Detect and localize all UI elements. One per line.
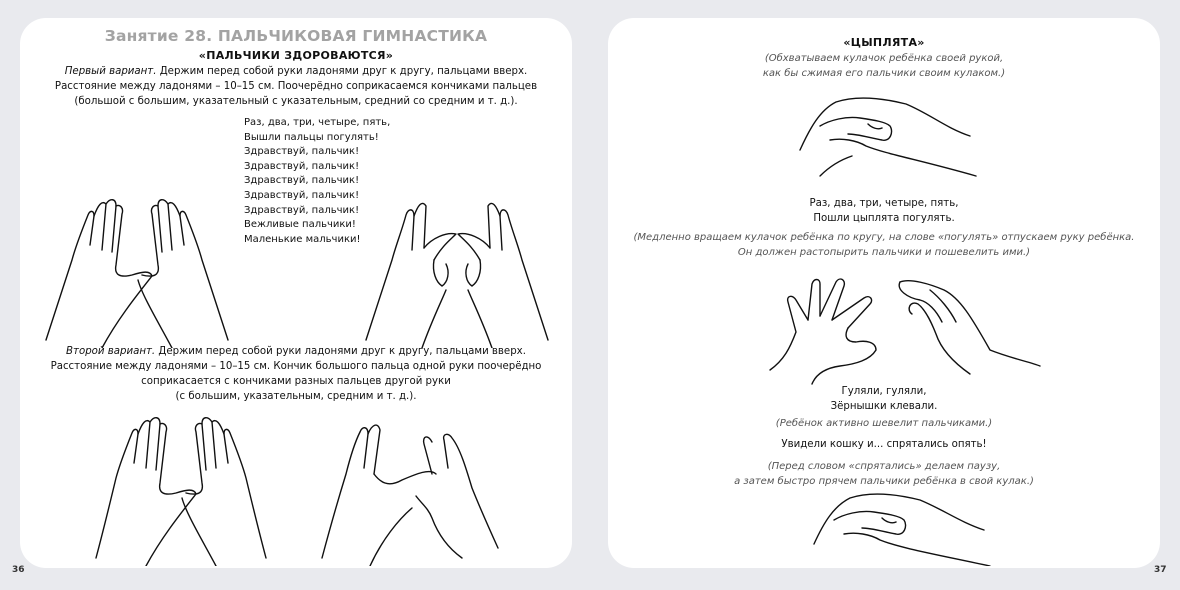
thumb-touching-fingers-illustration [312,408,502,566]
variant-2-text: Второй вариант. Держим перед собой руки ладонями друг к другу, пальцами вверх. Расстояние между ладонями – 10–15 см. Кончик большого пальца одной руки поочерёдно соприкасается с кончиками разных пальцев другой руки (с большим, указательным, средним и т. д.). [50,346,542,402]
hands-thumbs-touching-illustration [42,190,232,348]
verse-3: Увидели кошку и... спрятались опять! [781,439,987,450]
note-2: (Медленно вращаем кулачок ребёнка по кругу, на слове «погулять» отпускаем руку ребёнка. Он должен растопырить пальчики и пошевелить ими.) [633,232,1135,258]
hands-fingertips-touching-illustration [362,190,552,348]
verse-2: Гуляли, гуляли, Зёрнышки клевали. [830,386,938,412]
hands-thumbs-touching-2-illustration [86,408,276,566]
note-3: (Ребёнок активно шевелит пальчиками.) [775,418,993,429]
intro-note: (Обхватываем кулачок ребёнка своей рукой, как бы сжимая его пальчики своим кулаком.) [762,53,1006,79]
verse-1: Раз, два, три, четыре, пять, Пошли цыплята погулять. [809,198,959,224]
lesson-title: Занятие 28. ПАЛЬЧИКОВАЯ ГИМНАСТИКА [104,27,488,45]
open-child-hand-and-adult-hand-illustration [760,270,1060,385]
hand-holding-fist-2-illustration [804,480,994,566]
page-number-left: 36 [12,565,25,575]
page-number-right: 37 [1154,565,1167,575]
variant-1-label: Первый вариант. [64,66,157,77]
right-page [608,18,1160,568]
variant-2-label: Второй вариант. [66,346,156,357]
left-page [20,18,572,568]
poem: Раз, два, три, четыре, пять, Вышли пальцы погулять! Здравствуй, пальчик! Здравствуй, пальчик! Здравствуй, пальчик! Здравствуй, пальчик! Здравствуй, пальчик! Вежливые пальчики! Маленькие мальчики! [244,117,391,245]
note-4: (Перед словом «спрятались» делаем паузу, а затем быстро прячем пальчики ребёнка в свой кулак.) [734,461,1034,487]
variant-1-text: Первый вариант. Держим перед собой руки ладонями друг к другу, пальцами вверх. Расстояние между ладонями – 10–15 см. Поочерёдно соприкасаемся кончиками пальцев (большой с большим, указательный с указательным, средний со средним и т. д.). [54,66,538,107]
exercise-title: «ПАЛЬЧИКИ ЗДОРОВАЮТСЯ» [198,49,394,62]
exercise-title-right: «ЦЫПЛЯТА» [843,36,925,49]
hand-holding-fist-illustration [790,80,980,180]
